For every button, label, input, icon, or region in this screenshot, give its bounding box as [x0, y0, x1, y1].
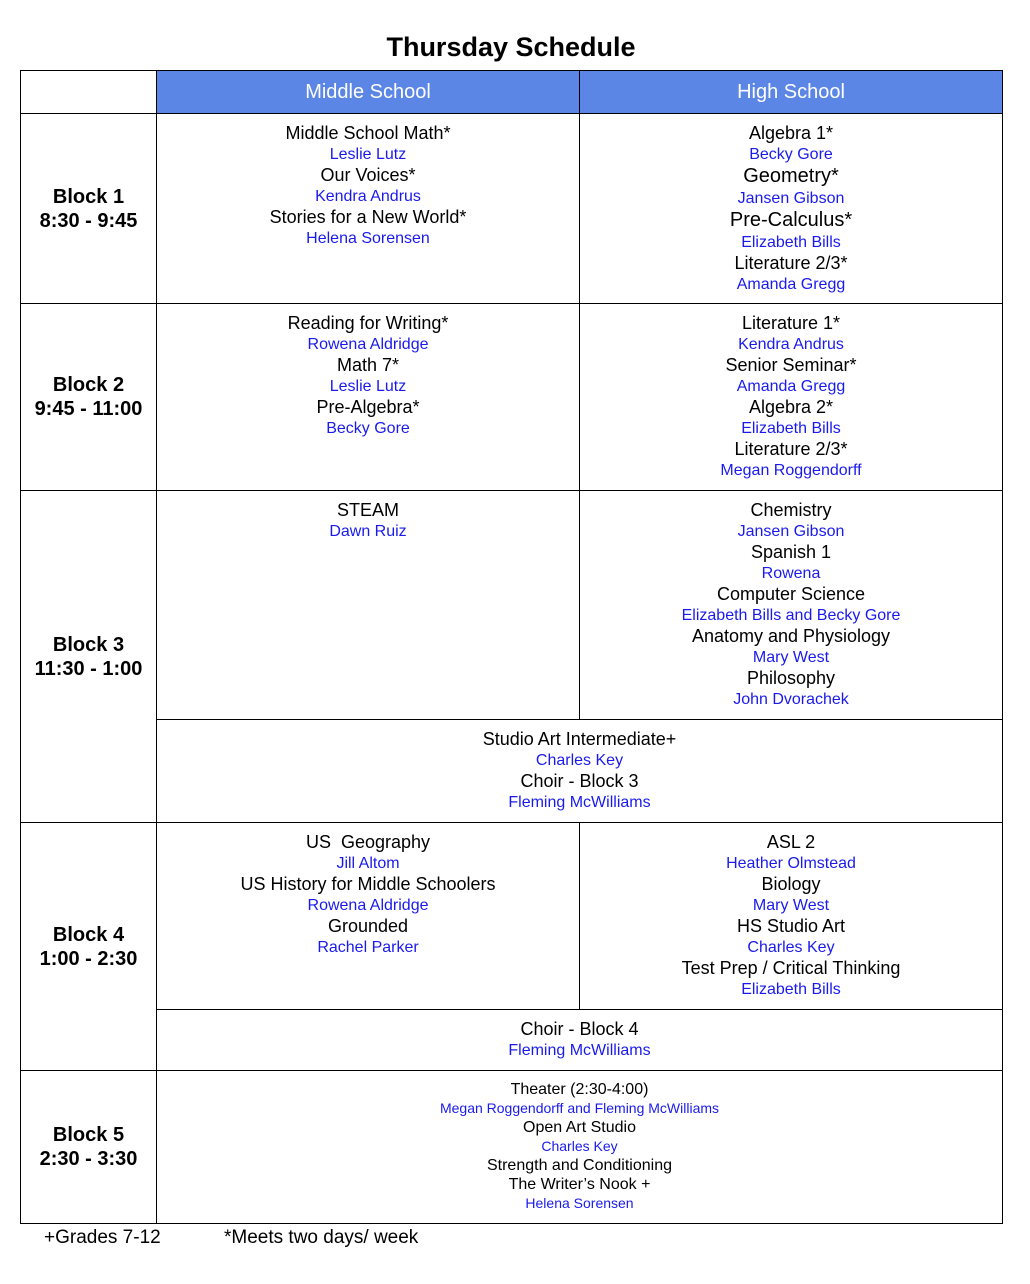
- teacher: Jill Altom: [336, 855, 400, 872]
- course: Literature 2/3*: [734, 253, 848, 273]
- course: Grounded: [327, 916, 409, 936]
- block-time: 1:00 - 2:30: [39, 947, 138, 970]
- course: US Geography: [305, 832, 431, 852]
- course: Biology: [761, 874, 821, 894]
- teacher: Rowena Aldridge: [307, 897, 429, 914]
- block-4-shared-row: [21, 1010, 1003, 1071]
- footnote-grades: +Grades 7-12: [44, 1227, 161, 1248]
- course: Pre-Algebra*: [316, 397, 420, 417]
- hs-cell: [580, 491, 1003, 720]
- teacher: Elizabeth Bills: [741, 234, 841, 251]
- teacher: Rachel Parker: [317, 939, 419, 956]
- course: Stories for a New World*: [269, 207, 467, 227]
- block-name: Block 5: [52, 1124, 125, 1146]
- footnotes: [44, 1227, 418, 1249]
- block-5-row: [21, 1071, 1003, 1224]
- course: Choir - Block 3: [520, 771, 639, 791]
- course: Choir - Block 4: [520, 1019, 639, 1039]
- course: Literature 1*: [741, 313, 841, 333]
- hs-cell: [580, 304, 1003, 491]
- header-row: [21, 71, 1003, 114]
- page-title: Thursday Schedule: [386, 32, 636, 62]
- block-name: Block 2: [52, 374, 125, 396]
- course: Reading for Writing*: [287, 313, 449, 333]
- course: Senior Seminar*: [725, 355, 857, 375]
- course: Open Art Studio: [523, 1119, 636, 1136]
- block-name: Block 1: [52, 185, 125, 208]
- teacher: Leslie Lutz: [329, 146, 407, 163]
- teacher: Fleming McWilliams: [508, 1042, 651, 1059]
- teacher: Leslie Lutz: [329, 378, 407, 395]
- shared-cell: [157, 1071, 1003, 1224]
- teacher: Rowena Aldridge: [307, 336, 429, 353]
- teacher: Elizabeth Bills: [741, 420, 841, 437]
- teacher: Amanda Gregg: [736, 378, 846, 395]
- header-high-school: High School: [580, 71, 1003, 114]
- course: Spanish 1: [750, 542, 832, 562]
- block-2-row: [21, 304, 1003, 491]
- teacher: Mary West: [752, 649, 830, 666]
- ms-cell: [157, 304, 580, 491]
- teacher: Elizabeth Bills and Becky Gore: [681, 607, 901, 624]
- teacher: Jansen Gibson: [737, 190, 845, 207]
- course: Algebra 1*: [748, 123, 834, 143]
- course: Test Prep / Critical Thinking: [681, 958, 901, 978]
- teacher: Charles Key: [747, 939, 835, 956]
- block-label: [21, 491, 157, 823]
- course: US History for Middle Schoolers: [240, 874, 496, 894]
- teacher: Helena Sorensen: [306, 230, 430, 247]
- shared-cell: [157, 1010, 1003, 1071]
- teacher: Kendra Andrus: [315, 188, 421, 205]
- hs-cell: [580, 823, 1003, 1010]
- schedule-table: [20, 70, 1003, 1224]
- block-4-row: [21, 823, 1003, 1010]
- teacher: Fleming McWilliams: [508, 794, 651, 811]
- course: Pre-Calculus*: [729, 209, 853, 231]
- course: Our Voices*: [320, 165, 416, 185]
- header-middle-school: Middle School: [157, 71, 580, 114]
- block-label: [21, 1071, 157, 1224]
- teacher: Elizabeth Bills: [741, 981, 841, 998]
- course: Strength and Conditioning: [486, 1157, 673, 1174]
- block-time: 8:30 - 9:45: [39, 209, 138, 232]
- teacher: Becky Gore: [749, 146, 833, 163]
- teacher: Rowena: [761, 565, 821, 582]
- teacher: Megan Roggendorff and Fleming McWilliams: [439, 1100, 720, 1116]
- course: Studio Art Intermediate+: [482, 729, 677, 749]
- teacher: Charles Key: [535, 752, 624, 769]
- course: Chemistry: [750, 500, 832, 520]
- ms-cell: [157, 114, 580, 304]
- shared-cell: [157, 720, 1003, 823]
- block-3-shared-row: [21, 720, 1003, 823]
- course: Philosophy: [746, 668, 836, 688]
- teacher: Helena Sorensen: [525, 1195, 634, 1211]
- course: Literature 2/3*: [734, 439, 848, 459]
- block-time: 2:30 - 3:30: [39, 1148, 138, 1170]
- block-time: 9:45 - 11:00: [34, 398, 143, 420]
- course: Anatomy and Physiology: [691, 626, 891, 646]
- ms-cell: [157, 823, 580, 1010]
- course: Algebra 2*: [748, 397, 834, 417]
- course: Theater (2:30-4:00): [510, 1081, 649, 1098]
- corner-cell: [21, 71, 157, 114]
- footnote-meets: *Meets two days/ week: [224, 1227, 419, 1248]
- course: Geometry*: [743, 165, 839, 187]
- course: Middle School Math*: [285, 123, 451, 143]
- block-3-row: [21, 491, 1003, 720]
- block-name: Block 4: [52, 923, 125, 946]
- teacher: Becky Gore: [326, 420, 410, 437]
- teacher: John Dvorachek: [733, 691, 849, 708]
- course: Math 7*: [336, 355, 400, 375]
- ms-cell: [157, 491, 580, 720]
- teacher: Heather Olmstead: [726, 855, 856, 872]
- block-label: [21, 823, 157, 1071]
- block-label: [21, 304, 157, 491]
- block-time: 11:30 - 1:00: [34, 657, 143, 680]
- course: ASL 2: [766, 832, 816, 852]
- course: Computer Science: [716, 584, 866, 604]
- hs-cell: [580, 114, 1003, 304]
- block-1-row: [21, 114, 1003, 304]
- block-name: Block 3: [52, 633, 125, 656]
- course: HS Studio Art: [736, 916, 846, 936]
- teacher: Mary West: [752, 897, 830, 914]
- course: STEAM: [336, 500, 399, 520]
- block-label: [21, 114, 157, 304]
- teacher: Kendra Andrus: [738, 336, 844, 353]
- teacher: Charles Key: [541, 1138, 618, 1154]
- teacher: Dawn Ruiz: [329, 523, 407, 540]
- teacher: Amanda Gregg: [736, 276, 846, 293]
- teacher: Megan Roggendorff: [720, 462, 862, 479]
- teacher: Jansen Gibson: [737, 523, 845, 540]
- course: The Writer’s Nook +: [508, 1176, 651, 1193]
